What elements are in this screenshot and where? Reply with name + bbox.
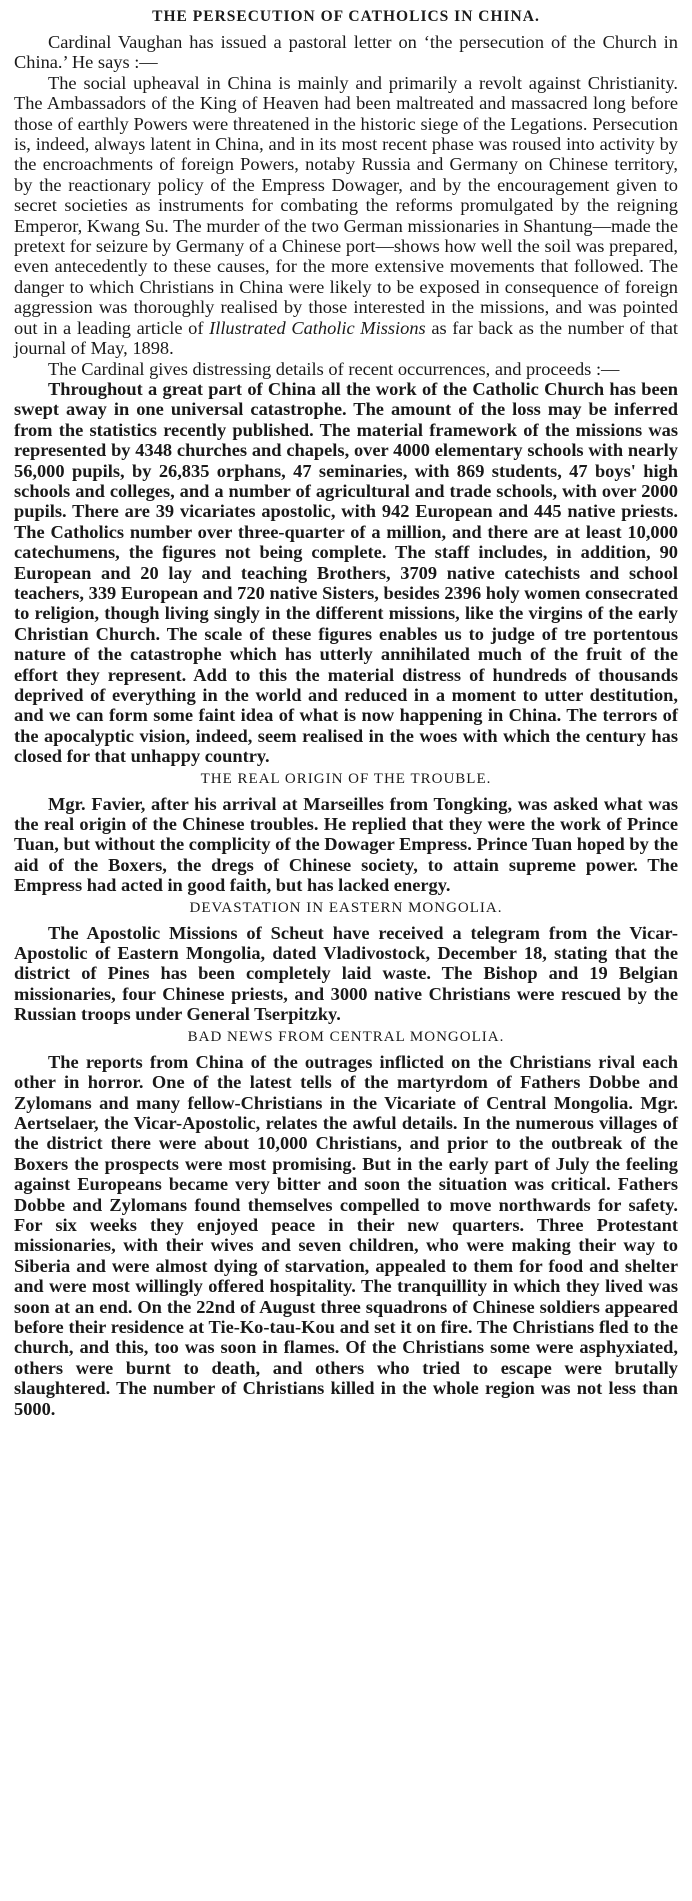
paragraph-real-origin: Mgr. Favier, after his arrival at Marseilles from Tongking, was asked what was the real origin of the Chinese troubles. He replied that they were the work of Prince Tuan, but without the complicity of the Dowager Empress. Prince Tuan hoped by the aid of the Boxers, the dregs of Chinese society, to attain supreme power. The Empress had acted in good faith, but has lacked energy.: [14, 793, 678, 896]
article-title: THE PERSECUTION OF CATHOLICS IN CHINA.: [152, 8, 540, 25]
paragraph-text: The social upheaval in China is mainly and primarily a revolt against Christianity. The Ambassadors of the King of Heaven had been maltreated and massacred long before those of earthly Powers were threatened in the historic siege of the Legations. Persecution is, indeed, always latent in China, and in its most recent phase was roused into activity by the encroachments of foreign Powers, notaby Russia and Germany on Chinese territory, by the reactionary policy of the Empress Dowager, and by the encouragement given to secret societies as instruments for combating the reforms promulgated by the reigning Emperor, Kwang Su. The murder of the two German missionaries in Shantung—made the pretext for seizure by Germany of a Chinese port—shows how well the soil was prepared, even antecedently to these causes, for the more extensive movements that followed. The danger to which Christians in China were likely to be exposed in consequence of foreign aggression was thoroughly realised by those interested in the missions, and was pointed out in a leading article of: [14, 72, 678, 338]
journal-title: Illustrated Catholic Missions: [209, 317, 426, 338]
section-title-real-origin: THE REAL ORIGIN OF THE TROUBLE.: [200, 770, 492, 787]
section-title-central-mongolia: BAD NEWS FROM CENTRAL MONGOLIA.: [187, 1028, 505, 1045]
paragraph-central-mongolia: The reports from China of the outrages inflicted on the Christians rival each other in horror. One of the latest tells of the martyrdom of Fathers Dobbe and Zylomans and many fellow-Christians in the Vicariate of Central Mongolia. Mgr. Aertselaer, the Vicar-Apostolic, relates the awful details. In the numerous villages of the district there were about 10,000 Christians, and prior to the outbreak of the Boxers the prospects were most promising. But in the early part of July the feeling against Europeans became very bitter and soon the situation was critical. Fathers Dobbe and Zylomans found themselves compelled to move northwards for safety. For six weeks they enjoyed peace in their new quarters. Three Protestant missionaries, with their wives and seven children, who were making their way to Siberia and were almost dying of starvation, appealed to them for food and shelter and were most willingly offered hospitality. The tranquillity in which they lived was soon at an end. On the 22nd of August three squadrons of Chinese soldiers appeared before their residence at Tie-Ko-tau-Kou and set it on fire. The Christians fled to the church, and this, too was soon in flames. Of the Christians some were asphyxiated, others were burnt to death, and others who tried to escape were brutally slaughtered. The number of Christians killed in the whole region was not less than 5000.: [14, 1051, 678, 1419]
paragraph-social-upheaval: [14, 73, 678, 359]
paragraph-catastrophe: Throughout a great part of China all the work of the Catholic Church has been swept away in one universal catastrophe. The amount of the loss may be inferred from the statistics recently published. The material framework of the missions was represented by 4348 churches and chapels, over 4000 elementary schools with nearly 56,000 pupils, by 26,835 orphans, 47 seminaries, with 869 students, 47 boys' high schools and colleges, and a number of agricultural and trade schools, with over 2000 pupils. There are 39 vicariates apostolic, with 942 European and 445 native priests. The Catholics number over three-quarter of a million, and there are at least 10,000 catechumens, the figures not being complete. The staff includes, in addition, 90 European and 20 lay and teaching Brothers, 3709 native catechists and school teachers, 339 European and 720 native Sisters, besides 2396 holy women consecrated to religion, though living singly in the different missions, like the virgins of the early Christian Church. The scale of these figures enables us to judge of tre portentous nature of the catastrophe which has utterly annihilated much of the fruit of the effort they represent. Add to this the material distress of hundreds of thousands deprived of everything in the world and reduced in a moment to utter destitution, and we can form some faint idea of what is now happening in China. The terrors of the apocalyptic vision, indeed, seem realised in the woes with which the century has closed for that unhappy country.: [14, 378, 678, 767]
paragraph-eastern-mongolia: The Apostolic Missions of Scheut have received a telegram from the Vicar-Apostolic of Eastern Mongolia, dated Vladivostock, December 18, stating that the district of Pines has been completely laid waste. The Bishop and 19 Belgian missionaries, four Chinese priests, and 3000 native Christians were rescued by the Russian troops under General Tserpitzky.: [14, 922, 678, 1025]
paragraph-cardinal-details: The Cardinal gives distressing details of recent occurrences, and proceeds :—: [48, 358, 620, 379]
section-title-eastern-mongolia: DEVASTATION IN EASTERN MONGOLIA.: [189, 899, 503, 916]
paragraph-text: as far back as the number of that journal of May, 1898.: [14, 317, 678, 359]
intro-paragraph: Cardinal Vaughan has issued a pastoral letter on ‘the persecution of the Church in China.’ He says :—: [14, 32, 678, 73]
